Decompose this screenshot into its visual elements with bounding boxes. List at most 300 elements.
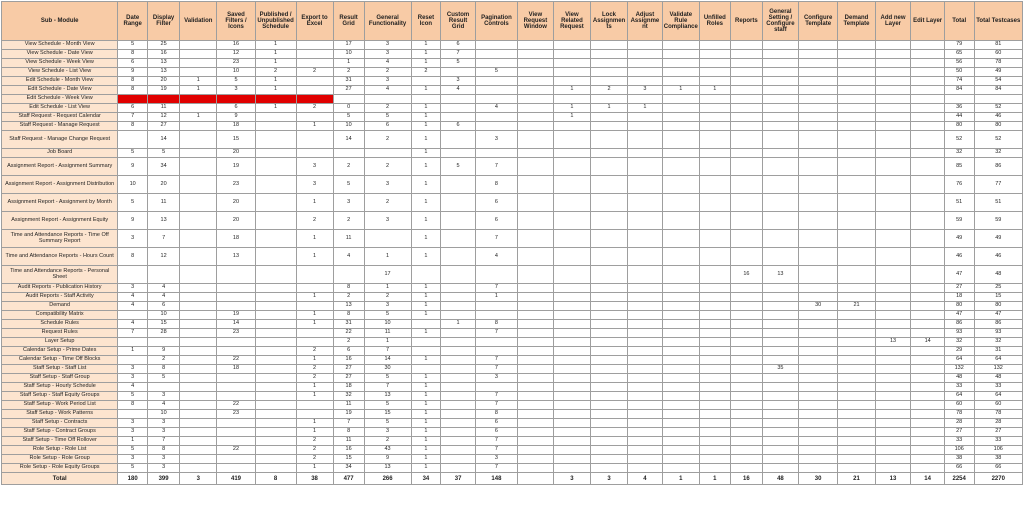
table-cell[interactable]: [762, 122, 798, 131]
table-cell[interactable]: 8: [475, 320, 517, 329]
column-header[interactable]: Reports: [730, 2, 762, 41]
table-cell[interactable]: [911, 383, 944, 392]
table-cell[interactable]: 15: [974, 293, 1022, 302]
table-cell[interactable]: 1: [296, 122, 333, 131]
table-cell[interactable]: 4: [475, 248, 517, 266]
table-cell[interactable]: 1: [475, 293, 517, 302]
table-cell[interactable]: [628, 266, 663, 284]
table-cell[interactable]: [911, 230, 944, 248]
table-cell[interactable]: 1: [411, 293, 441, 302]
table-cell[interactable]: [662, 419, 699, 428]
sub-module-cell[interactable]: Staff Setup - Work Patterns: [2, 410, 118, 419]
table-cell[interactable]: [553, 437, 590, 446]
table-cell[interactable]: [911, 320, 944, 329]
table-cell[interactable]: 76: [944, 176, 974, 194]
total-cell[interactable]: 2270: [974, 473, 1022, 485]
table-cell[interactable]: [628, 392, 663, 401]
table-cell[interactable]: 7: [475, 437, 517, 446]
table-cell[interactable]: [798, 410, 838, 419]
table-cell[interactable]: [255, 320, 296, 329]
table-cell[interactable]: [553, 464, 590, 473]
table-cell[interactable]: [911, 401, 944, 410]
table-cell[interactable]: 1: [662, 86, 699, 95]
table-cell[interactable]: 5: [441, 158, 476, 176]
table-cell[interactable]: 9: [118, 68, 148, 77]
table-cell[interactable]: 22: [217, 446, 255, 455]
table-cell[interactable]: [255, 212, 296, 230]
table-cell[interactable]: [838, 464, 875, 473]
table-cell[interactable]: 7: [475, 464, 517, 473]
table-cell[interactable]: 13: [148, 59, 180, 68]
table-cell[interactable]: 4: [148, 401, 180, 410]
table-cell[interactable]: [180, 104, 217, 113]
table-cell[interactable]: [699, 176, 730, 194]
table-cell[interactable]: [590, 248, 627, 266]
table-cell[interactable]: [662, 383, 699, 392]
table-cell[interactable]: 1: [255, 50, 296, 59]
table-cell[interactable]: [662, 401, 699, 410]
sub-module-cell[interactable]: Staff Setup - Work Period List: [2, 401, 118, 410]
table-cell[interactable]: 80: [974, 122, 1022, 131]
table-cell[interactable]: 1: [411, 311, 441, 320]
table-cell[interactable]: [798, 446, 838, 455]
table-cell[interactable]: [553, 284, 590, 293]
table-cell[interactable]: [762, 194, 798, 212]
table-cell[interactable]: 21: [838, 302, 875, 311]
table-cell[interactable]: [798, 455, 838, 464]
table-cell[interactable]: 19: [333, 410, 364, 419]
table-cell[interactable]: 79: [944, 41, 974, 50]
table-cell[interactable]: 34: [333, 464, 364, 473]
table-cell[interactable]: 8: [148, 446, 180, 455]
table-cell[interactable]: 3: [118, 230, 148, 248]
table-cell[interactable]: [875, 230, 911, 248]
column-header[interactable]: Unfilled Roles: [699, 2, 730, 41]
table-cell[interactable]: 14: [333, 131, 364, 149]
table-cell[interactable]: 7: [475, 158, 517, 176]
table-cell[interactable]: [762, 419, 798, 428]
table-cell[interactable]: [590, 392, 627, 401]
table-cell[interactable]: 8: [118, 50, 148, 59]
table-cell[interactable]: [517, 392, 553, 401]
table-cell[interactable]: [441, 383, 476, 392]
table-cell[interactable]: 9: [118, 158, 148, 176]
table-cell[interactable]: [517, 212, 553, 230]
table-cell[interactable]: 32: [974, 338, 1022, 347]
sub-module-cell[interactable]: View Schedule - Month View: [2, 41, 118, 50]
table-cell[interactable]: [590, 95, 627, 104]
sub-module-cell[interactable]: Role Setup - Role Equity Groups: [2, 464, 118, 473]
table-cell[interactable]: [628, 95, 663, 104]
sub-module-cell[interactable]: Edit Schedule - Month View: [2, 77, 118, 86]
sub-module-cell[interactable]: Staff Request - Manage Change Request: [2, 131, 118, 149]
table-cell[interactable]: [699, 248, 730, 266]
table-cell[interactable]: [730, 338, 762, 347]
table-cell[interactable]: [296, 410, 333, 419]
table-cell[interactable]: 1: [296, 293, 333, 302]
table-cell[interactable]: [798, 68, 838, 77]
table-cell[interactable]: [838, 68, 875, 77]
table-cell[interactable]: [255, 338, 296, 347]
table-cell[interactable]: [662, 176, 699, 194]
column-header[interactable]: Result Grid: [333, 2, 364, 41]
table-cell[interactable]: [798, 437, 838, 446]
table-cell[interactable]: 7: [118, 113, 148, 122]
table-cell[interactable]: [875, 248, 911, 266]
table-cell[interactable]: [441, 329, 476, 338]
table-cell[interactable]: [217, 383, 255, 392]
table-cell[interactable]: 7: [475, 356, 517, 365]
table-cell[interactable]: [838, 383, 875, 392]
table-cell[interactable]: [628, 68, 663, 77]
table-cell[interactable]: 27: [148, 122, 180, 131]
table-cell[interactable]: [553, 50, 590, 59]
total-cell[interactable]: 34: [411, 473, 441, 485]
table-cell[interactable]: 1: [628, 104, 663, 113]
table-cell[interactable]: [875, 320, 911, 329]
table-cell[interactable]: [730, 248, 762, 266]
table-cell[interactable]: [730, 176, 762, 194]
table-cell[interactable]: 1: [180, 77, 217, 86]
table-cell[interactable]: 86: [944, 320, 974, 329]
table-cell[interactable]: [517, 401, 553, 410]
table-cell[interactable]: [662, 410, 699, 419]
table-cell[interactable]: 31: [333, 320, 364, 329]
table-cell[interactable]: [180, 365, 217, 374]
table-cell[interactable]: 49: [974, 68, 1022, 77]
table-cell[interactable]: [875, 365, 911, 374]
table-cell[interactable]: [762, 113, 798, 122]
table-cell[interactable]: 3: [296, 158, 333, 176]
table-cell[interactable]: [798, 176, 838, 194]
table-cell[interactable]: [255, 464, 296, 473]
table-cell[interactable]: 4: [364, 59, 411, 68]
sub-module-cell[interactable]: Role Setup - Role List: [2, 446, 118, 455]
table-cell[interactable]: 1: [411, 356, 441, 365]
sub-module-cell[interactable]: View Schedule - List View: [2, 68, 118, 77]
table-cell[interactable]: [730, 86, 762, 95]
table-cell[interactable]: [180, 230, 217, 248]
table-cell[interactable]: [475, 302, 517, 311]
table-cell[interactable]: [475, 383, 517, 392]
table-cell[interactable]: [441, 347, 476, 356]
table-cell[interactable]: [911, 50, 944, 59]
table-cell[interactable]: [628, 347, 663, 356]
table-cell[interactable]: [911, 284, 944, 293]
sub-module-cell[interactable]: Staff Setup - Contracts: [2, 419, 118, 428]
table-cell[interactable]: [762, 401, 798, 410]
table-cell[interactable]: 18: [217, 122, 255, 131]
table-cell[interactable]: [730, 356, 762, 365]
table-cell[interactable]: [628, 419, 663, 428]
table-cell[interactable]: 84: [944, 86, 974, 95]
table-cell[interactable]: [662, 293, 699, 302]
table-cell[interactable]: [475, 50, 517, 59]
table-cell[interactable]: 3: [364, 212, 411, 230]
table-cell[interactable]: [798, 392, 838, 401]
table-cell[interactable]: [217, 95, 255, 104]
table-cell[interactable]: [762, 428, 798, 437]
table-cell[interactable]: [590, 59, 627, 68]
table-cell[interactable]: [762, 68, 798, 77]
table-cell[interactable]: 6: [441, 122, 476, 131]
table-cell[interactable]: [590, 446, 627, 455]
table-cell[interactable]: [517, 446, 553, 455]
table-cell[interactable]: [730, 113, 762, 122]
table-cell[interactable]: 16: [333, 356, 364, 365]
total-cell[interactable]: 3: [180, 473, 217, 485]
table-cell[interactable]: [662, 437, 699, 446]
table-cell[interactable]: [553, 374, 590, 383]
table-cell[interactable]: [911, 41, 944, 50]
table-cell[interactable]: 7: [475, 392, 517, 401]
table-cell[interactable]: [662, 41, 699, 50]
table-cell[interactable]: [974, 95, 1022, 104]
table-cell[interactable]: [296, 86, 333, 95]
table-cell[interactable]: 5: [118, 149, 148, 158]
table-cell[interactable]: [911, 59, 944, 68]
table-cell[interactable]: [441, 464, 476, 473]
table-cell[interactable]: [838, 41, 875, 50]
table-cell[interactable]: [875, 284, 911, 293]
table-cell[interactable]: 1: [411, 59, 441, 68]
table-cell[interactable]: 14: [911, 338, 944, 347]
table-cell[interactable]: [911, 302, 944, 311]
table-cell[interactable]: [838, 266, 875, 284]
table-cell[interactable]: 28: [944, 419, 974, 428]
table-cell[interactable]: 6: [217, 104, 255, 113]
table-cell[interactable]: 31: [974, 347, 1022, 356]
table-cell[interactable]: 80: [974, 302, 1022, 311]
table-cell[interactable]: 1: [411, 248, 441, 266]
table-cell[interactable]: [838, 50, 875, 59]
table-cell[interactable]: 3: [217, 86, 255, 95]
table-cell[interactable]: [411, 77, 441, 86]
table-cell[interactable]: 7: [475, 329, 517, 338]
sub-module-cell[interactable]: Staff Setup - Contract Groups: [2, 428, 118, 437]
table-cell[interactable]: [762, 149, 798, 158]
table-cell[interactable]: [699, 230, 730, 248]
table-cell[interactable]: 1: [411, 284, 441, 293]
total-cell[interactable]: 38: [296, 473, 333, 485]
table-cell[interactable]: 3: [118, 374, 148, 383]
table-cell[interactable]: [762, 248, 798, 266]
table-cell[interactable]: [180, 464, 217, 473]
table-cell[interactable]: [628, 131, 663, 149]
table-cell[interactable]: [699, 320, 730, 329]
table-cell[interactable]: [553, 428, 590, 437]
table-cell[interactable]: 3: [148, 419, 180, 428]
table-cell[interactable]: [838, 248, 875, 266]
table-cell[interactable]: [475, 95, 517, 104]
table-cell[interactable]: 19: [217, 158, 255, 176]
table-cell[interactable]: 36: [944, 104, 974, 113]
table-cell[interactable]: [517, 365, 553, 374]
total-cell[interactable]: 48: [762, 473, 798, 485]
table-cell[interactable]: 56: [944, 59, 974, 68]
table-cell[interactable]: [730, 410, 762, 419]
table-cell[interactable]: [553, 176, 590, 194]
table-cell[interactable]: [838, 158, 875, 176]
table-cell[interactable]: [296, 113, 333, 122]
table-cell[interactable]: [911, 392, 944, 401]
table-cell[interactable]: 106: [944, 446, 974, 455]
table-cell[interactable]: 2: [364, 131, 411, 149]
table-cell[interactable]: [662, 104, 699, 113]
table-cell[interactable]: [255, 158, 296, 176]
table-cell[interactable]: [255, 302, 296, 311]
table-cell[interactable]: [628, 338, 663, 347]
table-cell[interactable]: [517, 284, 553, 293]
table-cell[interactable]: 1: [411, 149, 441, 158]
table-cell[interactable]: [911, 419, 944, 428]
table-cell[interactable]: 5: [118, 446, 148, 455]
table-cell[interactable]: 5: [118, 194, 148, 212]
table-cell[interactable]: [441, 437, 476, 446]
table-cell[interactable]: 2: [296, 374, 333, 383]
table-cell[interactable]: [441, 230, 476, 248]
table-cell[interactable]: [662, 446, 699, 455]
table-cell[interactable]: 9: [118, 212, 148, 230]
table-cell[interactable]: [730, 212, 762, 230]
column-header[interactable]: Date Range: [118, 2, 148, 41]
table-cell[interactable]: [762, 356, 798, 365]
total-cell[interactable]: 8: [255, 473, 296, 485]
table-cell[interactable]: [838, 212, 875, 230]
table-cell[interactable]: 31: [333, 77, 364, 86]
table-cell[interactable]: [411, 347, 441, 356]
table-cell[interactable]: [798, 122, 838, 131]
table-cell[interactable]: [628, 59, 663, 68]
table-cell[interactable]: [911, 374, 944, 383]
table-cell[interactable]: [180, 95, 217, 104]
column-header[interactable]: Add new Layer: [875, 2, 911, 41]
table-cell[interactable]: 1: [411, 464, 441, 473]
table-cell[interactable]: 7: [118, 329, 148, 338]
table-cell[interactable]: 1: [411, 131, 441, 149]
table-cell[interactable]: [699, 212, 730, 230]
table-cell[interactable]: 1: [590, 104, 627, 113]
table-cell[interactable]: [838, 392, 875, 401]
table-cell[interactable]: [730, 329, 762, 338]
sub-module-cell[interactable]: Staff Request - Request Calendar: [2, 113, 118, 122]
table-cell[interactable]: [553, 311, 590, 320]
table-cell[interactable]: [217, 419, 255, 428]
table-cell[interactable]: 106: [974, 446, 1022, 455]
table-cell[interactable]: [798, 428, 838, 437]
table-cell[interactable]: [838, 293, 875, 302]
table-cell[interactable]: [875, 113, 911, 122]
total-cell[interactable]: 3: [590, 473, 627, 485]
table-cell[interactable]: [553, 365, 590, 374]
sub-module-cell[interactable]: Assignment Report - Assignment Summary: [2, 158, 118, 176]
table-cell[interactable]: 80: [944, 302, 974, 311]
table-cell[interactable]: 23: [217, 410, 255, 419]
table-cell[interactable]: [441, 311, 476, 320]
table-cell[interactable]: [699, 401, 730, 410]
table-cell[interactable]: [180, 176, 217, 194]
table-cell[interactable]: [798, 104, 838, 113]
sub-module-cell[interactable]: View Schedule - Date View: [2, 50, 118, 59]
table-cell[interactable]: [118, 266, 148, 284]
table-cell[interactable]: [148, 266, 180, 284]
table-cell[interactable]: [875, 293, 911, 302]
table-cell[interactable]: 48: [974, 374, 1022, 383]
table-cell[interactable]: [662, 320, 699, 329]
table-cell[interactable]: [911, 365, 944, 374]
column-header[interactable]: Total Testcases: [974, 2, 1022, 41]
table-cell[interactable]: [517, 338, 553, 347]
table-cell[interactable]: [217, 374, 255, 383]
table-cell[interactable]: [180, 356, 217, 365]
table-cell[interactable]: [217, 302, 255, 311]
table-cell[interactable]: 59: [974, 212, 1022, 230]
column-header[interactable]: Validate Rule Compliance: [662, 2, 699, 41]
table-cell[interactable]: [475, 338, 517, 347]
table-cell[interactable]: 9: [217, 113, 255, 122]
sub-module-cell[interactable]: Compatibility Matrix: [2, 311, 118, 320]
table-cell[interactable]: 49: [974, 230, 1022, 248]
table-cell[interactable]: [875, 266, 911, 284]
table-cell[interactable]: 32: [944, 149, 974, 158]
table-cell[interactable]: [217, 293, 255, 302]
table-cell[interactable]: [590, 158, 627, 176]
table-cell[interactable]: [441, 455, 476, 464]
table-cell[interactable]: [730, 59, 762, 68]
table-cell[interactable]: [590, 41, 627, 50]
table-cell[interactable]: 6: [441, 41, 476, 50]
table-cell[interactable]: [730, 131, 762, 149]
total-cell[interactable]: 4: [628, 473, 663, 485]
table-cell[interactable]: 11: [148, 104, 180, 113]
table-cell[interactable]: 8: [118, 86, 148, 95]
table-cell[interactable]: 1: [255, 59, 296, 68]
table-cell[interactable]: [255, 230, 296, 248]
table-cell[interactable]: 1: [411, 50, 441, 59]
table-cell[interactable]: [798, 50, 838, 59]
table-cell[interactable]: [296, 284, 333, 293]
table-cell[interactable]: [699, 356, 730, 365]
table-cell[interactable]: [411, 338, 441, 347]
table-cell[interactable]: 8: [475, 176, 517, 194]
table-cell[interactable]: 47: [974, 311, 1022, 320]
table-cell[interactable]: 6: [333, 347, 364, 356]
table-cell[interactable]: [911, 212, 944, 230]
table-cell[interactable]: [798, 293, 838, 302]
table-cell[interactable]: [699, 113, 730, 122]
table-cell[interactable]: 5: [364, 401, 411, 410]
table-cell[interactable]: [838, 320, 875, 329]
table-cell[interactable]: 54: [974, 77, 1022, 86]
column-header[interactable]: Edit Layer: [911, 2, 944, 41]
table-cell[interactable]: 7: [475, 230, 517, 248]
table-cell[interactable]: [875, 176, 911, 194]
table-cell[interactable]: 1: [411, 392, 441, 401]
table-cell[interactable]: [628, 113, 663, 122]
table-cell[interactable]: 13: [875, 338, 911, 347]
table-cell[interactable]: 30: [364, 365, 411, 374]
table-cell[interactable]: 14: [364, 356, 411, 365]
table-cell[interactable]: 13: [364, 392, 411, 401]
table-cell[interactable]: [180, 194, 217, 212]
table-cell[interactable]: [553, 230, 590, 248]
table-cell[interactable]: [762, 104, 798, 113]
table-cell[interactable]: 46: [944, 248, 974, 266]
table-cell[interactable]: [517, 50, 553, 59]
table-cell[interactable]: [590, 293, 627, 302]
table-cell[interactable]: 4: [364, 86, 411, 95]
table-cell[interactable]: [730, 95, 762, 104]
